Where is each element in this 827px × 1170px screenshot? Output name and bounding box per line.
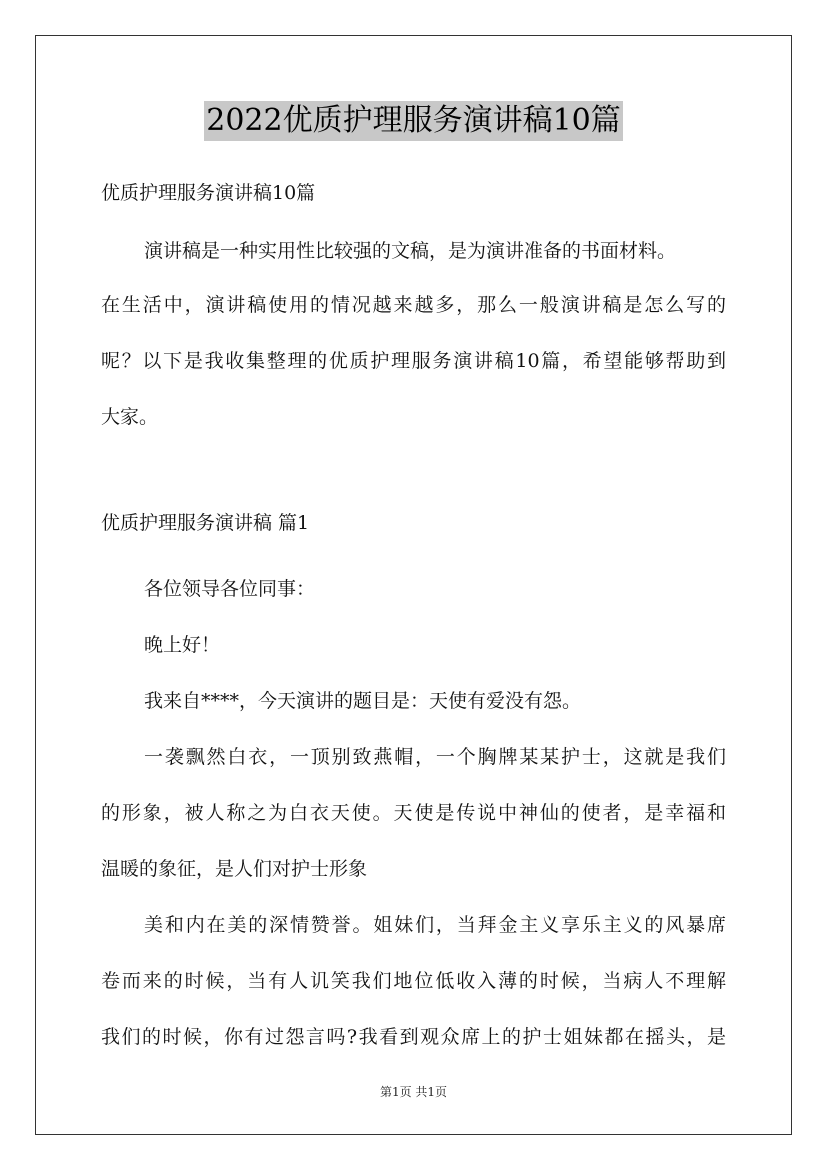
subtitle: 优质护理服务演讲稿10篇 — [101, 182, 316, 204]
para2-line-3: 我们的时候，你有过怨言吗?我看到观众席上的护士姐妹都在摇头，是 — [101, 1026, 726, 1048]
document-body — [101, 173, 726, 1065]
para1-line-2: 的形象，被人称之为白衣天使。天使是传说中神仙的使者，是幸福和 — [101, 802, 726, 824]
para2-line-2: 卷而来的时候，当有人讥笑我们地位低收入薄的时候，当病人不理解 — [101, 970, 726, 992]
para1-line-1: 一袭飘然白衣，一顶别致燕帽，一个胸牌某某护士，这就是我们 — [144, 746, 726, 768]
speech-topic: 我来自****，今天演讲的题目是：天使有爱没有怨。 — [144, 690, 582, 712]
greeting: 各位领导各位同事： — [144, 578, 316, 600]
title-container — [0, 101, 827, 141]
evening-greeting: 晚上好！ — [144, 634, 221, 656]
page-footer: 第1页 共1页 — [379, 1085, 448, 1099]
para2-line-1: 美和内在美的深情赞誉。姐妹们，当拜金主义享乐主义的风暴席 — [144, 914, 726, 936]
document-title: 2022优质护理服务演讲稿10篇 — [204, 101, 623, 141]
intro-line-2: 在生活中，演讲稿使用的情况越来越多，那么一般演讲稿是怎么写的 — [101, 294, 726, 316]
intro-line-4: 大家。 — [101, 406, 159, 428]
para1-line-3: 温暖的象征，是人们对护士形象 — [101, 858, 368, 880]
intro-line-3: 呢？以下是我收集整理的优质护理服务演讲稿10篇，希望能够帮助到 — [101, 350, 726, 372]
intro-line-1: 演讲稿是一种实用性比较强的文稿，是为演讲准备的书面材料。 — [144, 240, 677, 262]
section-heading: 优质护理服务演讲稿 篇1 — [101, 512, 310, 534]
